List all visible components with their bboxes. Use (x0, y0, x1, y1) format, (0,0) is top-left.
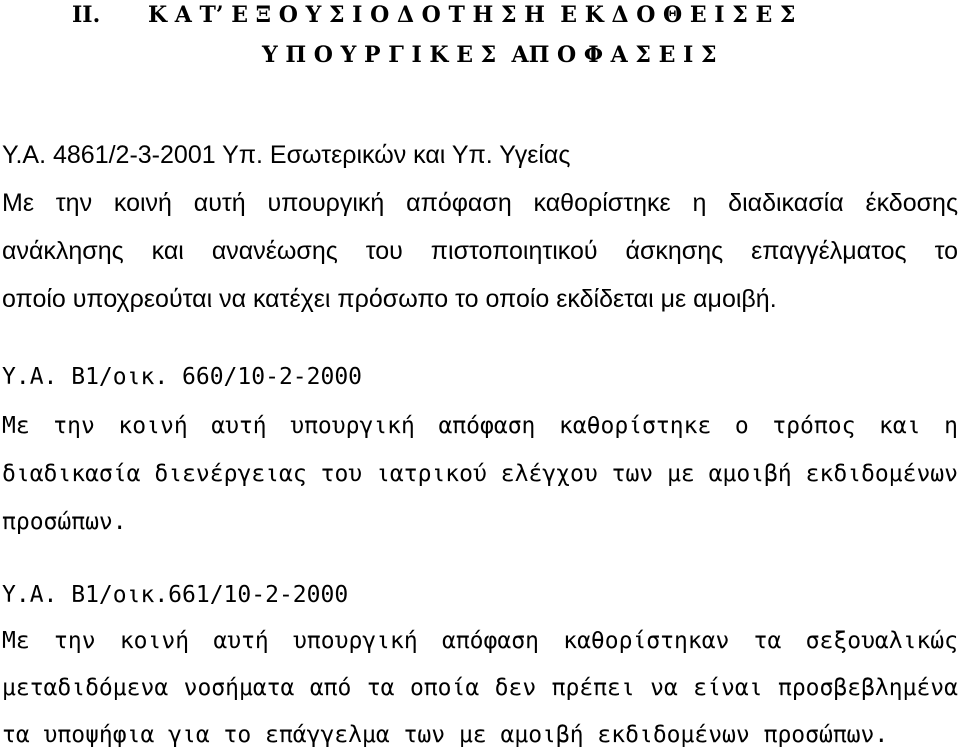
entry-2-text-line-1: Με την κοινή αυτή υπουργική απόφαση καθορίστηκε ο τρόπος και η (2, 413, 958, 439)
entry-1-text-line-3: οποίο υποχρεούται να κατέχει πρόσωπο το οποίο εκδίδεται με αμοιβή. (2, 285, 777, 313)
section-title-line-2: Υ Π Ο Υ Ρ Γ Ι Κ Ε Σ ΑΠ Ο Φ Α Σ Ε Ι Σ (262, 42, 717, 68)
section-title-line-1: Κ Α Τ’ Ε Ξ Ο Υ Σ Ι Ο Δ Ο Τ Η Σ Η Ε Κ Δ Ο Θ Ε Ι Σ Ε Σ (148, 2, 796, 28)
entry-2-text-line-2: διαδικασία διενέργειας του ιατρικού ελέγχου των με αμοιβή εκδιδομένων (2, 461, 958, 487)
entry-1-text-line-1: Με την κοινή αυτή υπουργική απόφαση καθορίστηκε η διαδικασία έκδοσης (2, 189, 958, 217)
entry-3-text-line-3: τα υποψήφια για το επάγγελμα των με αμοιβή εκδιδομένων προσώπων. (2, 722, 889, 748)
entry-2-reference: Υ.Α. Β1/οικ. 660/10-2-2000 (2, 364, 363, 390)
entry-1-reference: Υ.Α. 4861/2-3-2001 Υπ. Εσωτερικών και Υπ. Υγείας (2, 141, 571, 169)
entry-3-text-line-1: Με την κοινή αυτή υπουργική απόφαση καθορίστηκαν τα σεξουαλικώς (2, 628, 958, 654)
entry-1-text-line-2: ανάκλησης και ανανέωσης του πιστοποιητικού άσκησης επαγγέλματος το (2, 237, 958, 265)
entry-3-reference: Υ.Α. Β1/οικ.661/10-2-2000 (2, 582, 349, 608)
section-number: ΙΙ. (72, 2, 101, 28)
entry-2-text-line-3: προσώπων. (2, 509, 127, 535)
entry-3-text-line-2: μεταδιδόμενα νοσήματα από τα οποία δεν πρέπει να είναι προσβεβλημένα (2, 675, 958, 701)
